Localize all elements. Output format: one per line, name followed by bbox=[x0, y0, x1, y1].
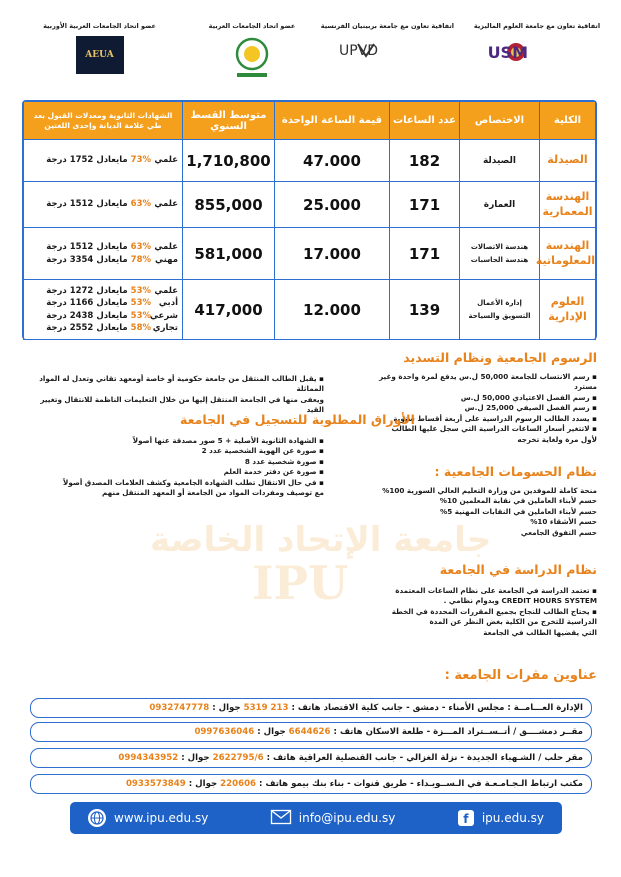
hour-price-value: 17.000 bbox=[303, 244, 361, 263]
certificate-item: علمي 63% مايعادل 1512 درجة bbox=[46, 242, 178, 253]
table-row bbox=[24, 182, 596, 228]
partner-upvd bbox=[320, 22, 454, 66]
annual-value: 855,000 bbox=[194, 195, 263, 214]
certificate-item: تجاري 58% مايعادل 2552 درجة bbox=[46, 322, 178, 333]
papers-list bbox=[24, 436, 324, 499]
arab-universities-logo-icon bbox=[233, 36, 271, 80]
website-text: www.ipu.edu.sy bbox=[114, 811, 209, 825]
papers-item: مع توصيف ومفردات المواد من الجامعة أو المعهد المنتقل منهم bbox=[102, 488, 324, 498]
globe-icon bbox=[88, 809, 106, 827]
fees-item: ▪ رسم الانتساب للجامعة 50,000 ل.س يدفع لمرة واحدة وغير مسترد bbox=[367, 372, 597, 393]
partner-usm-text: اتفاقية تعاون مع جامعة العلوم الماليزية bbox=[473, 22, 601, 30]
specialty: العمارة bbox=[483, 199, 516, 210]
specialty: التسويق والسياحة bbox=[468, 311, 531, 320]
transfer-item: ▪ يقبل الطالب المنتقل من جامعة حكومية أو خاصة أومعهد تقاني وتعدل له المواد المماثلة bbox=[24, 374, 324, 395]
certificate-item: مهني 78% مايعادل 3354 درجة bbox=[46, 254, 178, 265]
study-item: ▪ يحتاج الطالب للنجاح بجميع المقررات المحددة في الخطة bbox=[337, 607, 597, 617]
hours-value: 171 bbox=[408, 195, 441, 214]
facebook-text: ipu.edu.sy bbox=[481, 811, 544, 825]
email-link[interactable] bbox=[271, 810, 396, 827]
address-row: مكتب ارتباط الـجـامـعـة في الـســويـداء - طريق قنوات - بناء بنك بيمو هاتف : 220606 جوال : 0933573849 bbox=[30, 774, 592, 794]
discounts-item: منحة كاملة للموفدين من وزارة التعليم العالي السورية 100% bbox=[382, 486, 597, 495]
partner-aeua bbox=[22, 22, 177, 74]
transfer-item: ويعفى منها في الجامعة المنتقل إليها من خلال التعليمات الناظمة للانتقال وتغيير القيد bbox=[40, 394, 324, 415]
header-specialty: الاختصاص bbox=[460, 102, 540, 140]
discounts-item: حسم لأبناء العاملين في النقابات المهنية 5% bbox=[440, 506, 597, 516]
svg-text:USM: USM bbox=[487, 43, 528, 62]
hour-price-value: 47.000 bbox=[303, 151, 361, 170]
fees-item: ▪ يسدد الطالب الرسوم الدراسية على أربعة أقساط سنوية bbox=[367, 414, 597, 424]
specialty: هندسة الاتصالات bbox=[470, 242, 529, 251]
study-item: التي يقضيها الطالب في الجامعة bbox=[483, 627, 597, 637]
study-item: ▪ تعتمد الدراسة في الجامعة على نظام الساعات المعتمدة bbox=[337, 586, 597, 596]
hours-value: 171 bbox=[408, 244, 441, 263]
certificate-item: علمي 53% مايعادل 1272 درجة bbox=[46, 285, 178, 296]
watermark-latin: IPU bbox=[252, 556, 349, 610]
discounts-item: حسم التفوق الجامعي bbox=[520, 527, 597, 537]
header-hour-price: قيمة الساعة الواحدة bbox=[275, 102, 390, 140]
certificates-list bbox=[24, 285, 182, 334]
study-item: الدراسية للتخرج من الكلية بغض النظر عن المدة bbox=[429, 617, 597, 627]
table-header-row bbox=[24, 102, 596, 140]
hours-value: 182 bbox=[408, 151, 441, 170]
certificate-item: شرعي 53% مايعادل 2438 درجة bbox=[46, 310, 178, 321]
certificates-list bbox=[24, 154, 182, 166]
envelope-icon bbox=[271, 810, 291, 827]
header-faculty: الكلية bbox=[540, 102, 596, 140]
website-link[interactable] bbox=[88, 809, 208, 827]
certificate-item: علمي 73% مايعادل 1752 درجة bbox=[46, 155, 178, 166]
header-hours: عدد الساعات bbox=[390, 102, 460, 140]
hours-value: 139 bbox=[408, 300, 441, 319]
faculty-name: العلوم الإدارية bbox=[548, 294, 587, 323]
specialty: الصيدلة bbox=[482, 155, 517, 166]
upvd-logo-icon bbox=[338, 36, 434, 66]
fees-item: ▪ رسم الفصل الصيفي 25,000 ل.س bbox=[367, 403, 597, 413]
hour-price-value: 25.000 bbox=[303, 195, 361, 214]
certificates-list bbox=[24, 241, 182, 266]
address-row: مقــر دمشــــق / أتــســتراد المـــزة - طلعة الاسكان هاتف : 6644626 جوال : 0997636046 bbox=[30, 722, 592, 742]
papers-title: الأوراق المطلوبة للتسجيل في الجامعة bbox=[180, 412, 415, 427]
partner-upvd-text: اتفاقية تعاون مع جامعة بربينيان الفرنسية bbox=[320, 22, 454, 30]
papers-item: ▪ في حال الانتقال تطلب الشهادة الجامعية وكشف العلامات المصدق أصولاً bbox=[24, 478, 324, 488]
partner-aeua-text: عضو اتحاد الجامعات العربية الأوربية bbox=[43, 22, 156, 30]
fees-list bbox=[367, 372, 597, 445]
facebook-icon: f bbox=[458, 810, 474, 826]
papers-item: ▪ صورة شخصية عدد 8 bbox=[24, 457, 324, 467]
address-row: الإدارة العـــامــة : مجلس الأمناء - دمشق - جانب كلية الاقتصاد هاتف : 213 5319 جوال : 0932747778 bbox=[30, 698, 592, 718]
study-title: نظام الدراسة في الجامعة bbox=[439, 562, 597, 577]
partner-arab-text: عضو اتحاد الجامعات العربية bbox=[208, 22, 296, 30]
contact-footer bbox=[70, 802, 562, 834]
fees-title: الرسوم الجامعية ونظام التسديد bbox=[403, 350, 597, 365]
aeua-logo-icon: AEUA bbox=[76, 36, 124, 74]
table-row bbox=[24, 280, 596, 340]
svg-text:UPVD: UPVD bbox=[338, 43, 378, 59]
annual-value: 1,710,800 bbox=[186, 151, 271, 170]
watermark-arabic: جامعة الإتحاد الخاصة bbox=[150, 520, 492, 560]
discounts-item: حسم الأشقاء 10% bbox=[530, 517, 597, 527]
table-row bbox=[24, 140, 596, 182]
partner-arab-universities bbox=[187, 22, 317, 80]
papers-item: ▪ صورة عن الهوية الشخصية عدد 2 bbox=[24, 446, 324, 456]
usm-logo-icon bbox=[487, 36, 568, 70]
addresses-title: عناوين مقرات الجامعة : bbox=[444, 668, 597, 683]
papers-item: ▪ صورة عن دفتر خدمة العلم bbox=[24, 467, 324, 477]
fees-item: لأول مرة ولغاية تخرجه bbox=[517, 434, 597, 444]
discounts-title: نظام الحسومات الجامعية : bbox=[434, 464, 597, 479]
fees-item: ▪ رسم الفصل الاعتيادي 50,000 ل.س bbox=[367, 393, 597, 403]
discounts-item: حسم لأبناء العاملين في نقابة المعلمين 10% bbox=[439, 496, 597, 506]
address-row: مقر حلب / الشـهباء الجديدة - نزلة الغزالي - جانب القنصلية العراقية هاتف : 2622795/6 جوال : 0994343952 bbox=[30, 748, 592, 768]
annual-value: 581,000 bbox=[194, 244, 263, 263]
annual-value: 417,000 bbox=[194, 300, 263, 319]
header-annual: متوسط القسط السنوي bbox=[183, 102, 275, 140]
certificate-item: علمي 63% مايعادل 1512 درجة bbox=[46, 199, 178, 210]
faculty-name: الهندسة المعلوماتية bbox=[535, 238, 595, 267]
specialty: إدارة الأعمال bbox=[477, 298, 522, 307]
certificate-item: أدبي 53% مايعادل 1166 درجة bbox=[46, 298, 178, 309]
table-row bbox=[24, 228, 596, 280]
email-text: info@ipu.edu.sy bbox=[298, 811, 396, 825]
faculty-name: الهندسة المعمارية bbox=[542, 189, 593, 218]
partners-strip bbox=[22, 22, 602, 100]
certificates-list bbox=[24, 198, 182, 210]
facebook-link[interactable] bbox=[458, 810, 544, 826]
header-certificates: الشهادات الثانوية ومعدلات القبول بعد طي علامة الديانة وإحدى اللغتين bbox=[24, 102, 183, 140]
transfer-list bbox=[24, 374, 324, 416]
fees-table bbox=[22, 100, 597, 340]
papers-item: ▪ الشهادة الثانوية الأصلية + 5 صور مصدقة عنها أصولاً bbox=[24, 436, 324, 446]
hour-price-value: 12.000 bbox=[303, 300, 361, 319]
specialty: هندسة الحاسبات bbox=[470, 255, 529, 264]
faculty-name: الصيدلة bbox=[547, 153, 588, 167]
study-item: CREDIT HOURS SYSTEM وبدوام نظامي . bbox=[443, 596, 597, 606]
study-list bbox=[337, 586, 597, 638]
partner-usm bbox=[472, 22, 602, 70]
discounts-list bbox=[337, 486, 597, 538]
fees-item: ▪ لاتتغير أسعار الساعات الدراسية التي سجل عليها الطالب bbox=[367, 424, 597, 434]
